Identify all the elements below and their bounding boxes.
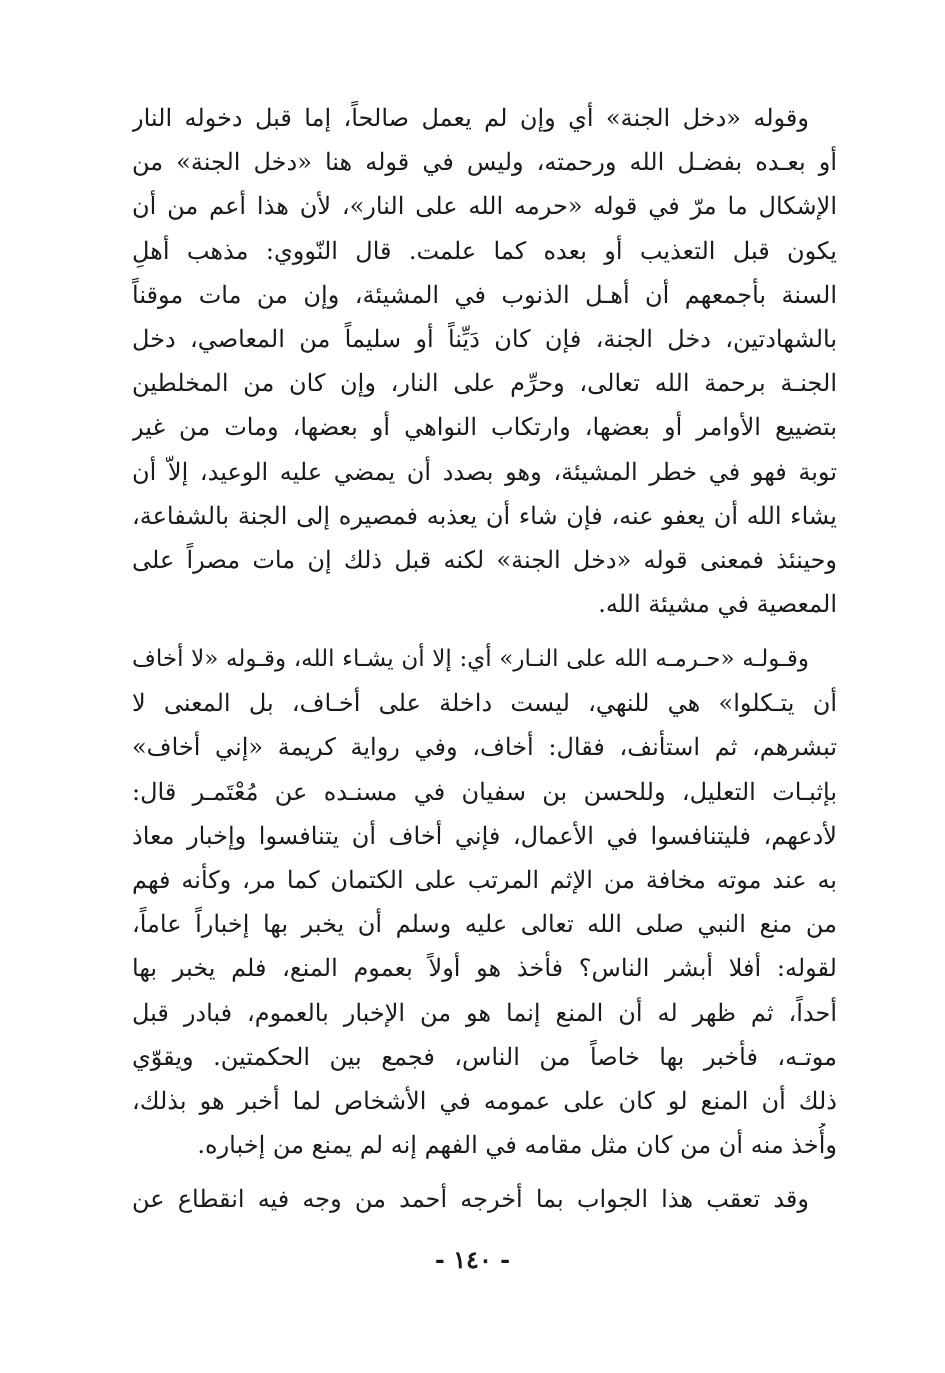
- text-line: به عند موته مخافة من الإثم المرتب على الكتمان كما مر، وكأنه فهم: [132, 865, 837, 894]
- text-line: موتـه، فأخبر بها خاصاً من الناس، فجمع بين الحكمتين. ويقوّي: [132, 1042, 837, 1071]
- text-line: وقوله «دخل الجنة» أي وإن لم يعمل صالحاً، إما قبل دخوله النار: [132, 104, 809, 132]
- text-line: ذلك أن المنع لو كان على عمومه في الأشخاص لما أخبر هو بذلك،: [132, 1086, 837, 1115]
- text-line: السنة بأجمعهم أن أهـل الذنوب في المشيئة، وإن من مات موقناً: [132, 280, 837, 309]
- paragraph-2: [132, 637, 837, 1167]
- text-line: وحينئذ فمعنى قوله «دخل الجنة» لكنه قبل ذلك إن مات مصراً على: [132, 545, 837, 574]
- page-number: - ١٤٠ -: [434, 1245, 511, 1274]
- text-line: من منع النبي صلى الله تعالى عليه وسلم أن يخبر بها إخباراً عاماً،: [132, 910, 837, 939]
- text-line: الجنـة برحمة الله تعالى، وحرِّم على النار، وإن كان من المخلطين: [132, 369, 837, 398]
- text-line: أحداً، ثم ظهر له أن المنع إنما هو من الإخبار بالعموم، فبادر قبل: [132, 998, 837, 1027]
- text-line: المعصية في مشيئة الله.: [598, 590, 837, 619]
- paragraph-3: [132, 1177, 837, 1221]
- text-line: أن يتـكلوا» هي للنهي، ليست داخلة على أخـاف، بل المعنى لا: [132, 689, 837, 718]
- text-line: وقد تعقب هذا الجواب بما أخرجه أحمد من وجه فيه انقطاع عن: [132, 1185, 809, 1213]
- text-line: وأُخذ منه أن من كان مثل مقامه في الفهم إنه لم يمنع من إخباره.: [197, 1131, 837, 1160]
- text-line: أو بعـده بفضـل الله ورحمته، وليس في قوله هنا «دخل الجنة» من: [132, 148, 837, 177]
- paragraph-1: [132, 96, 837, 626]
- text-line: لأدعهم، فليتنافسوا في الأعمال، فإني أخاف أن يتنافسوا وإخبار معاذ: [132, 821, 837, 850]
- text-line: لقوله: أفلا أبشر الناس؟ فأخذ هو أولاً بعموم المنع، فلم يخبر بها: [132, 954, 837, 983]
- text-line: بتضييع الأوامر أو بعضها، وارتكاب النواهي أو بعضها، ومات من غير: [132, 413, 837, 442]
- text-line: تبشرهم، ثم استأنف، فقال: أخاف، وفي رواية كريمة «إني أخاف»: [132, 733, 837, 762]
- text-line: يشاء الله أن يعفو عنه، فإن شاء أن يعذبه فمصيره إلى الجنة بالشفاعة،: [132, 501, 837, 530]
- text-line: بالشهادتين، دخل الجنة، فإن كان دَيِّناً أو سليماً من المعاصي، دخل: [132, 324, 837, 353]
- text-line: بإثبـات التعليل، وللحسن بن سفيان في مسنـده عن مُعْتَمـر قال:: [132, 777, 837, 806]
- text-line: وقـولـه «حـرمـه الله على النـار» أي: إلا أن يشـاء الله، وقـوله «لا أخاف: [132, 646, 809, 672]
- text-line: الإشكال ما مرّ في قوله «حرمه الله على النار»، لأن هذا أعم من أن: [132, 192, 837, 221]
- text-line: توبة فهو في خطر المشيئة، وهو بصدد أن يمضي عليه الوعيد، إلاّ أن: [132, 457, 837, 486]
- text-line: يكون قبل التعذيب أو بعده كما علمت. قال النّووي: مذهب أهلِ: [132, 236, 837, 265]
